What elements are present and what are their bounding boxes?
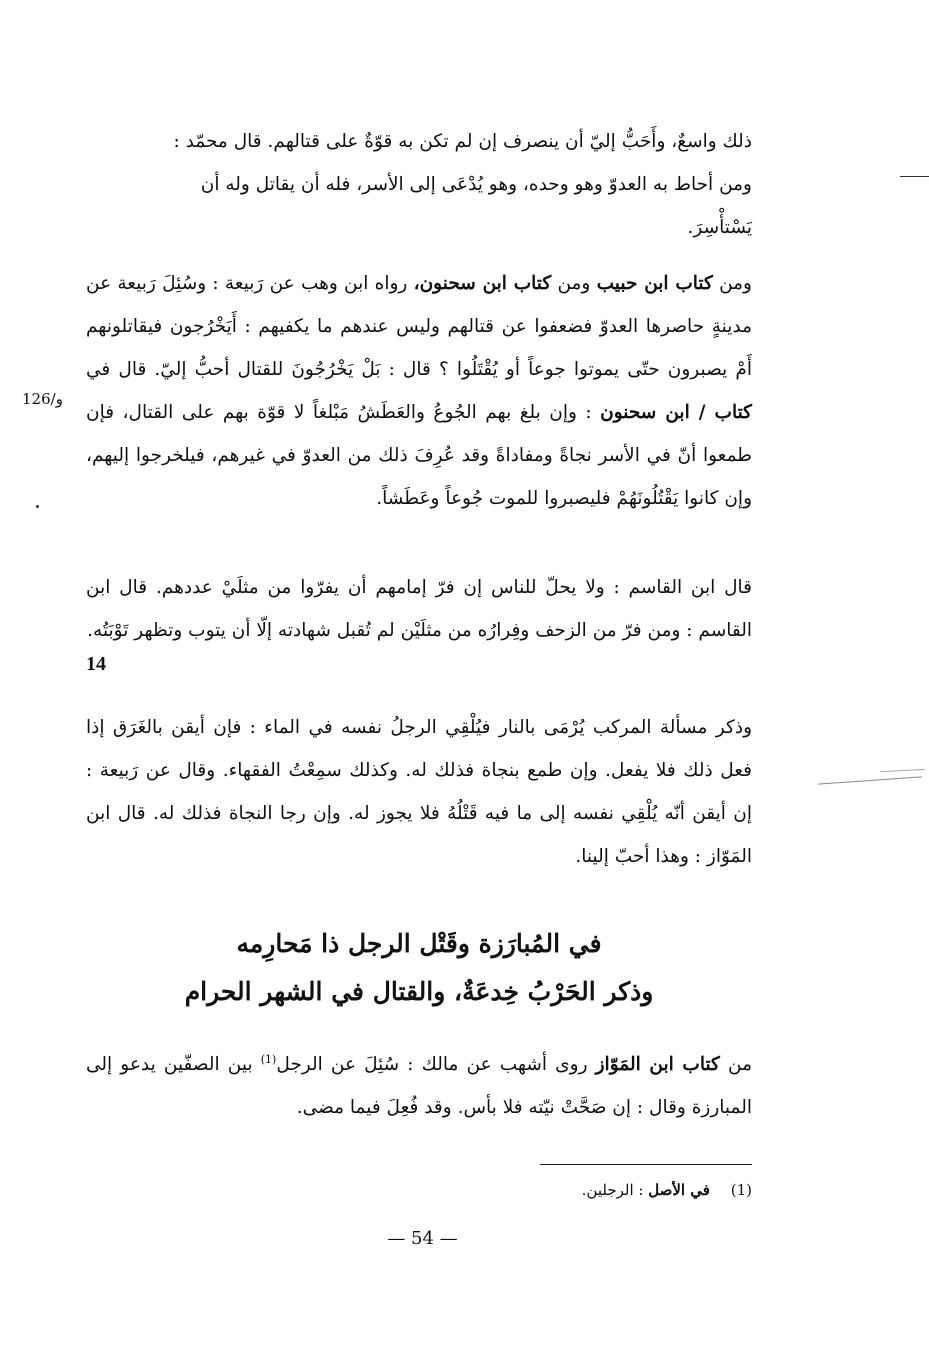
paragraph-3-text: قال ابن القاسم : ولا يحلّ للناس إن فرّ إمامهم أن يفرّوا من مثلَيْ عددهم. قال ابن القاسم : ومن فرّ من الزحف وفِرارُه من مثلَيْن لم تُقبل شهادته إلّا أن يتوب وتظهر تَوْبَتُه. bbox=[86, 577, 752, 641]
paragraph-2-conjunction: ومن bbox=[557, 273, 591, 294]
book-title-ibn-mawwaz: كتاب ابن المَوّاز bbox=[595, 1054, 720, 1076]
book-title-ibn-sahnun-2: كتاب / ابن سحنون bbox=[600, 402, 752, 423]
paragraph-2 bbox=[86, 262, 752, 520]
paragraph-5-text: روى أشهب عن مالك : سُئِلَ عن الرجل bbox=[276, 1054, 588, 1076]
paragraph-5-text-cont: بين الصفّين يدعو إلى المبارزة وقال : إن صَحَّتْ نيّته فلا بأس. وقد فُعِلَ فيما مضى. bbox=[86, 1054, 752, 1119]
chapter-heading-line-2: وذكر الحَرْبُ خِدعَةٌ، والقتال في الشهر الحرام bbox=[184, 977, 654, 1006]
footnote-number: (1) bbox=[730, 1181, 752, 1199]
footnote-divider bbox=[540, 1164, 752, 1165]
chapter-heading-line-1: في المُبارَزة وقَتْل الرجل ذا مَحارِمه bbox=[236, 929, 602, 958]
footnote bbox=[400, 1172, 752, 1208]
footnote-source: في الأصل bbox=[648, 1181, 710, 1199]
margin-stroke-faint bbox=[880, 769, 925, 772]
page-number: — 54 — bbox=[387, 1228, 458, 1249]
book-title-ibn-sahnun: كتاب ابن سحنون، bbox=[413, 273, 552, 294]
margin-stroke bbox=[818, 776, 922, 784]
book-title-ibn-habib: كتاب ابن حبيب bbox=[596, 273, 713, 294]
paragraph-1-line: ذلك واسعٌ، وأَحَبُّ إليّ أن ينصرف إن لم تكن به قوّةٌ على قتالهم. قال محمّد : bbox=[173, 131, 752, 152]
paragraph-4 bbox=[86, 706, 752, 878]
footnote-reference: (1) bbox=[260, 1053, 277, 1066]
chapter-heading bbox=[86, 920, 752, 1016]
section-number: 14 bbox=[86, 653, 106, 675]
paragraph-3 bbox=[86, 566, 752, 652]
paragraph-5 bbox=[86, 1038, 752, 1129]
paragraph-4-text: وذكر مسألة المركب يُرْمَى بالنار فيُلْقِي الرجلُ نفسه في الماء : فإن أيقن بالغَرَق إذا فعل ذلك فلا يفعل. وإن طمع بنجاة فذلك له. وكذلك سمِعْتُ الفقهاء. وقال عن رَبيعة : إن أيقن أنّه يُلْقِي نفسه إلى ما فيه قَتْلُهُ فلا يجوز له. وإن رجا النجاة فذلك له. قال ابن المَوّاز : وهذا أحبّ إلينا. bbox=[86, 717, 752, 867]
footnote-text: : الرجلين. bbox=[581, 1181, 644, 1199]
margin-dot bbox=[36, 505, 39, 508]
paragraph-2-text-cont: : وإن بلغ بهم الجُوعُ والعَطَشُ مَبْلغاً لا قوّة بهم على القتال، فإن طمعوا أنّ في الأسر نجاةً ومفاداةً وقد عُرِفَ ذلك من العدوّ في غيرهم، فيلخرجوا إليهم، وإن كانوا يَقْتُلُونَهُمْ فليصبروا للموت جُوعاً وعَطَشاً. bbox=[86, 402, 752, 509]
margin-mark bbox=[900, 176, 929, 177]
folio-reference: 126/و bbox=[22, 390, 63, 408]
paragraph-1-line: يَسْتأْسِرَ. bbox=[687, 217, 752, 238]
paragraph-5-intro: من bbox=[727, 1054, 752, 1076]
paragraph-1-line: ومن أحاط به العدوّ وهو وحده، وهو يُدْعَى إلى الأسر، فله أن يقاتل وله أن bbox=[200, 174, 752, 195]
paragraph-1 bbox=[86, 120, 752, 249]
paragraph-2-intro: ومن bbox=[719, 273, 752, 294]
paragraph-2-text: رواه ابن وهب عن رَبيعة : وسُئِلَ رَبيعة عن مدينةٍ حاصرها العدوّ فضعفوا عن قتالهم وليس عندهم ما يكفيهم : أَيَخْرُجون فيقاتلونهم أَمْ يصبرون حتّى يموتوا جوعاً أو يُقْتَلُوا ؟ قال : بَلْ يَخْرُجُونَ للقتال أحبُّ إليّ. قال في bbox=[86, 273, 752, 380]
